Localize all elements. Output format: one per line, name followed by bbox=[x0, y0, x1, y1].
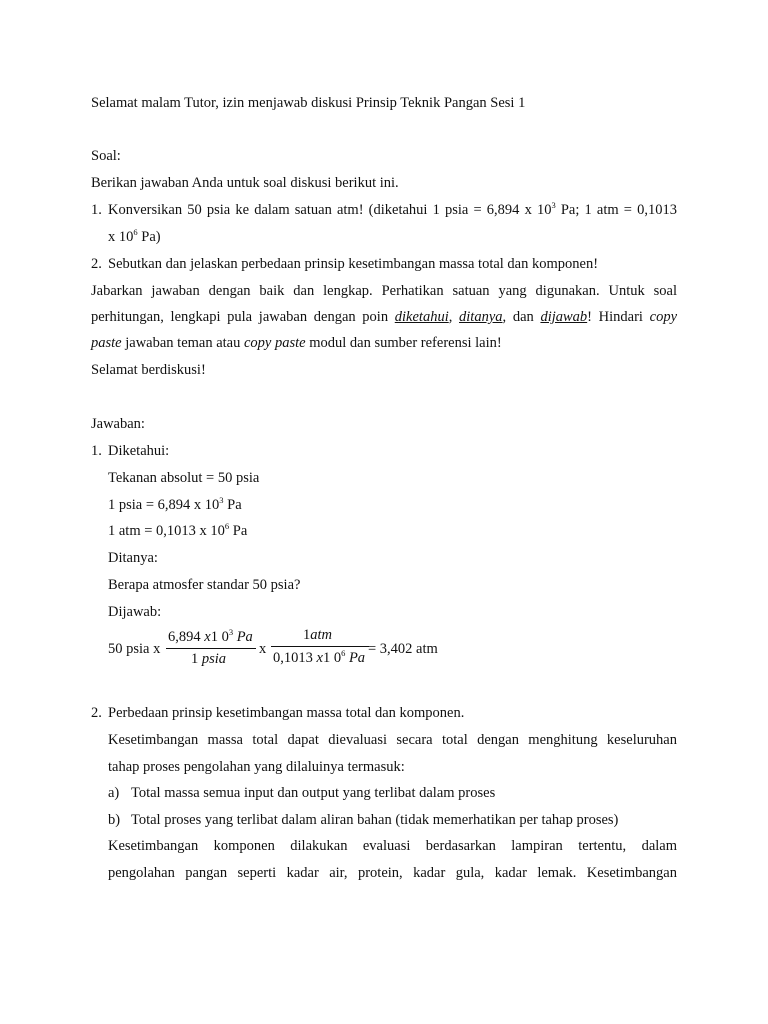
fraction-1-numerator: 6,894 x1 $0^3$ Pa bbox=[168, 627, 253, 645]
closing-line: Selamat berdiskusi! bbox=[91, 362, 206, 378]
jawaban-heading: Jawaban: bbox=[91, 416, 145, 432]
answer-1-psia: 1 psia = 6,894 x $10^3$ Pa bbox=[108, 495, 242, 513]
answer-1-atm: 1 atm = 0,1013 x $10^6$ Pa bbox=[108, 521, 248, 539]
fraction-pa-to-atm bbox=[271, 626, 369, 668]
answer-2-paragraph-1-line-2: tahap proses pengolahan yang dilaluinya termasuk: bbox=[108, 759, 405, 775]
answer-2-number: 2. bbox=[91, 705, 102, 721]
question-1-line-2: x $10^6$ Pa) bbox=[108, 227, 161, 245]
instruction-line-3: paste jawaban teman atau copy paste modul dan sumber referensi lain! bbox=[91, 335, 502, 351]
answer-1-pertanyaan: Berapa atmosfer standar 50 psia? bbox=[108, 577, 301, 593]
fraction-2-denominator: 0,1013 x1 $0^6$ Pa bbox=[273, 648, 366, 666]
equation-lead: 50 psia x bbox=[108, 641, 161, 657]
ditanya-term: ditanya bbox=[459, 309, 503, 325]
equation-result: = 3,402 atm bbox=[368, 641, 438, 657]
fraction-psia-to-pa bbox=[166, 628, 256, 668]
list-item-a-label: a) bbox=[108, 785, 120, 801]
fraction-2-numerator: 1atm bbox=[303, 627, 332, 643]
answer-2-paragraph-2-line-1: Kesetimbangan komponen dilakukan evaluasi berdasarkan lampiran tertentu, dalam bbox=[108, 838, 677, 854]
soal-heading: Soal: bbox=[91, 148, 121, 164]
list-item-b-label: b) bbox=[108, 812, 121, 828]
soal-intro: Berikan jawaban Anda untuk soal diskusi berikut ini. bbox=[91, 175, 399, 191]
instruction-line-1: Jabarkan jawaban dengan baik dan lengkap. Perhatikan satuan yang digunakan. Untuk soal bbox=[91, 283, 677, 299]
fraction-1-bar bbox=[166, 648, 256, 649]
answer-1-dijawab: Dijawab: bbox=[108, 604, 162, 620]
answer-2-paragraph-1-line-1: Kesetimbangan massa total dapat dievaluasi secara total dengan menghitung keseluruhan bbox=[108, 732, 677, 748]
diketahui-term: diketahui bbox=[394, 309, 449, 325]
list-item-a: Total massa semua input dan output yang terlibat dalam proses bbox=[131, 785, 496, 801]
answer-1-tekanan: Tekanan absolut = 50 psia bbox=[108, 470, 260, 486]
answer-2-title: Perbedaan prinsip kesetimbangan massa total dan komponen. bbox=[108, 705, 465, 721]
answer-1-number: 1. bbox=[91, 443, 102, 459]
fraction-1-denominator: 1 psia bbox=[191, 651, 227, 667]
equation-times: x bbox=[259, 641, 267, 657]
answer-1-ditanya: Ditanya: bbox=[108, 550, 158, 566]
dijawab-term: dijawab bbox=[540, 309, 588, 325]
greeting-line: Selamat malam Tutor, izin menjawab diskusi Prinsip Teknik Pangan Sesi 1 bbox=[91, 95, 526, 111]
question-1-line-1: Konversikan 50 psia ke dalam satuan atm! (diketahui 1 psia = 6,894 x $10^3$ Pa; 1 atm = 0,1013 bbox=[108, 200, 678, 218]
question-2-text: Sebutkan dan jelaskan perbedaan prinsip kesetimbangan massa total dan komponen! bbox=[108, 256, 599, 272]
question-2-number: 2. bbox=[91, 256, 102, 272]
answer-1-diketahui: Diketahui: bbox=[108, 443, 170, 459]
instruction-line-2: perhitungan, lengkapi pula jawaban dengan poin diketahui, ditanya, dan dijawab! Hindari copy bbox=[91, 309, 678, 325]
question-1-number: 1. bbox=[91, 202, 102, 218]
list-item-b: Total proses yang terlibat dalam aliran bahan (tidak memerhatikan per tahap proses) bbox=[131, 812, 619, 828]
fraction-2-bar bbox=[271, 646, 369, 647]
answer-2-paragraph-2-line-2: pengolahan pangan seperti kadar air, protein, kadar gula, kadar lemak. Kesetimbangan bbox=[108, 865, 677, 881]
